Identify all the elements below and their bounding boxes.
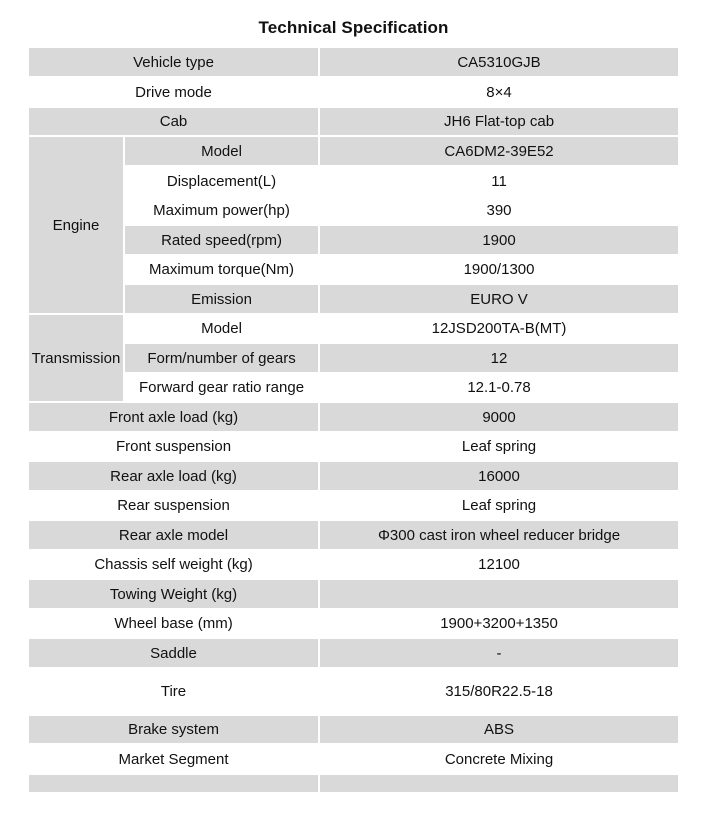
table-row	[28, 225, 679, 255]
table-row	[28, 166, 679, 196]
row-value: Φ300 cast iron wheel reducer bridge	[319, 520, 679, 550]
table-row	[28, 47, 679, 77]
row-value	[319, 774, 679, 793]
row-label: Front suspension	[28, 432, 319, 461]
row-value: Leaf spring	[319, 432, 679, 461]
row-label	[28, 774, 319, 793]
row-label: Form/number of gears	[124, 343, 319, 373]
row-value: EURO V	[319, 284, 679, 314]
table-row	[28, 284, 679, 314]
row-label: Maximum torque(Nm)	[124, 255, 319, 284]
table-row	[28, 373, 679, 402]
table-row	[28, 196, 679, 225]
row-value: 16000	[319, 461, 679, 491]
row-value: 8×4	[319, 77, 679, 107]
table-row	[28, 668, 679, 715]
transmission-group-label: Transmission	[28, 314, 124, 402]
row-label: Maximum power(hp)	[124, 196, 319, 225]
table-row	[28, 461, 679, 491]
row-value: CA6DM2-39E52	[319, 136, 679, 166]
row-label: Market Segment	[28, 744, 319, 774]
row-label: Displacement(L)	[124, 166, 319, 196]
table-row	[28, 715, 679, 744]
row-value: -	[319, 638, 679, 668]
row-value: 390	[319, 196, 679, 225]
table-row	[28, 77, 679, 107]
row-label: Brake system	[28, 715, 319, 744]
row-value: 12100	[319, 550, 679, 579]
row-value: 1900+3200+1350	[319, 609, 679, 638]
row-label: Emission	[124, 284, 319, 314]
row-value: JH6 Flat-top cab	[319, 107, 679, 136]
table-row	[28, 255, 679, 284]
table-row	[28, 402, 679, 432]
row-value: 1900	[319, 225, 679, 255]
table-row	[28, 774, 679, 793]
spec-table	[27, 46, 680, 794]
row-label: Forward gear ratio range	[124, 373, 319, 402]
table-row	[28, 343, 679, 373]
row-label: Vehicle type	[28, 47, 319, 77]
row-label: Rated speed(rpm)	[124, 225, 319, 255]
table-row	[28, 107, 679, 136]
row-label: Model	[124, 314, 319, 343]
table-row	[28, 579, 679, 609]
row-label: Chassis self weight (kg)	[28, 550, 319, 579]
row-label: Cab	[28, 107, 319, 136]
row-value	[319, 579, 679, 609]
row-label: Tire	[28, 668, 319, 715]
row-value: ABS	[319, 715, 679, 744]
row-value: 9000	[319, 402, 679, 432]
row-value: 12JSD200TA-B(MT)	[319, 314, 679, 343]
row-label: Rear axle load (kg)	[28, 461, 319, 491]
row-value: Concrete Mixing	[319, 744, 679, 774]
table-row	[28, 432, 679, 461]
row-value: 12	[319, 343, 679, 373]
row-value: 315/80R22.5-18	[319, 668, 679, 715]
table-row	[28, 609, 679, 638]
table-row	[28, 314, 679, 343]
table-row	[28, 638, 679, 668]
row-value: 1900/1300	[319, 255, 679, 284]
row-label: Wheel base (mm)	[28, 609, 319, 638]
table-title: Technical Specification	[258, 18, 449, 37]
table-row	[28, 744, 679, 774]
row-label: Rear suspension	[28, 491, 319, 520]
row-value: 11	[319, 166, 679, 196]
row-value: CA5310GJB	[319, 47, 679, 77]
row-label: Towing Weight (kg)	[28, 579, 319, 609]
table-row	[28, 550, 679, 579]
row-value: 12.1-0.78	[319, 373, 679, 402]
row-label: Front axle load (kg)	[28, 402, 319, 432]
row-label: Saddle	[28, 638, 319, 668]
table-row	[28, 520, 679, 550]
row-value: Leaf spring	[319, 491, 679, 520]
row-label: Drive mode	[28, 77, 319, 107]
table-row	[28, 491, 679, 520]
engine-group-label: Engine	[28, 136, 124, 314]
row-label: Rear axle model	[28, 520, 319, 550]
row-label: Model	[124, 136, 319, 166]
table-row	[28, 136, 679, 166]
